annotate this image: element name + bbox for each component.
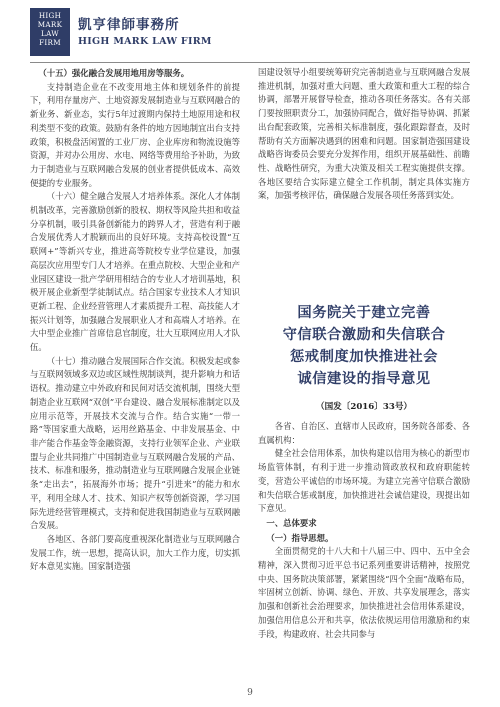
right-column-top xyxy=(258,66,470,203)
title-line: 惩戒制度加快推进社会 xyxy=(290,349,438,365)
salutation: 各省、自治区、直辖市人民政府，国务院各部委、各直属机构： xyxy=(258,421,470,445)
subsection-heading: （一）指导思想。 xyxy=(266,532,334,543)
paragraph: 全面贯彻党的十八大和十八届三中、四中、五中全会精神，深入贯彻习近平总书记系列重要讲话精神，按照党中央、国务院决策部署，紧紧围绕“四个全面”战略布局，牢固树立创新、协调、绿色、开放、共享发展理念，落实加强和创新社会治理要求，加快推进社会信用体系建设，加强信用信息公开和共享，依法依规运用信用激励和约束手段，构建政府、社会共同参与 xyxy=(258,546,470,639)
section-heading: （十五）强化融合发展用地用房等服务。 xyxy=(38,68,190,78)
firm-logo xyxy=(30,8,70,56)
header-divider xyxy=(30,62,470,63)
paragraph: 支持制造企业在不改变用地主体和规划条件的前提下，利用存量房产、土地资源发展制造业与互联网融合的新业务、新业态，实行5年过渡期内保持土地原用途和权利类型不变的政策。鼓励有条件的地方因地制宜出台支持政策，积极盘活闲置的工业厂房、企业库房和物流设施等资源，并对办公用房、水电、网络等费用给予补助，为致力于制造业与互联网融合发展的创业者提供低成本、高效便捷的专业服务。 xyxy=(30,81,240,188)
logo-line: HIGH xyxy=(38,11,62,20)
document-number: （国发〔2016〕33号） xyxy=(315,402,413,412)
title-line: 守信联合激励和失信联合 xyxy=(282,327,446,343)
title-line: 诚信建设的指导意见 xyxy=(297,371,431,387)
paragraph: 健全社会信用体系，加快构建以信用为核心的新型市场监管体制，有利于进一步推动简政放权和政府职能转变，营造公平诚信的市场环境。为建立完善守信联合激励和失信联合惩戒制度，加快推进社会诚信建设，现提出如下意见。 xyxy=(258,448,470,514)
logo-line: FIRM xyxy=(39,38,61,47)
document-title xyxy=(258,302,470,390)
paragraph: （十七）推动融合发展国际合作交流。积极发起或参与互联网领域多双边或区域性规制谈判，提升影响力和话语权。推动建立中外政府和民间对话交流机制，围绕大型制造企业互联网“双创”平台建设、融合发展标准制定以及应用示范等，开展技术交流与合作。结合实施“一带一路”等国家重大战略，运用丝路基金、中非发展基金、中非产能合作基金等金融资源，支持行业领军企业、产业联盟与企业共同推广中国制造业与互联网融合发展的产品、技术、标准和服务，推动制造业与互联网融合发展企业链条“走出去”，拓展海外市场；提升“引进来”的能力和水平，利用全球人才、技术、知识产权等创新资源，学习国际先进经营管理模式，支持和促进我国制造业与互联网融合发展。 xyxy=(30,355,240,531)
paragraph: 各地区、各部门要高度重视深化制造业与互联网融合发展工作，统一思想，提高认识，加大工作力度，切实抓好本意见实施。国家制造强 xyxy=(30,533,240,572)
title-line: 国务院关于建立完善 xyxy=(297,305,431,321)
page-number: 9 xyxy=(247,688,253,698)
logo-line: LAW xyxy=(41,29,59,38)
firm-name-chinese: 凱亨律師事務所 xyxy=(78,17,180,33)
logo-line: MARK xyxy=(37,20,63,29)
section-heading: 一、总体要求 xyxy=(266,517,317,528)
right-column-bottom xyxy=(258,420,470,641)
firm-name-english: HIGH MARK LAW FIRM xyxy=(78,36,212,47)
left-column xyxy=(30,66,240,574)
paragraph: （十六）健全融合发展人才培养体系。深化人才体制机制改革，完善激励创新的股权、期权等风险共担和收益分享机制，吸引具备创新能力的跨界人才，营造有利于融合发展优秀人才脱颖而出的良好环境。支持高校设置“互联网+”等新兴专业，推进高等院校专业学位建设，加强高层次应用型专门人才培养。在重点院校、大型企业和产业园区建设一批产学研用相结合的专业人才培训基地，积极开展企业新型学徒制试点。结合国家专业技术人才知识更新工程、企业经营管理人才素质提升工程、高技能人才振兴计划等，加强融合发展职业人才和高端人才培养。在大中型企业推广首席信息官制度，壮大互联网应用人才队伍。 xyxy=(30,191,240,353)
paragraph: 国建设领导小组要统筹研究完善制造业与互联网融合发展推进机制，加强对重大问题、重大政策和重大工程的综合协调，部署开展督导检查，推动各项任务落实。各有关部门要按照职责分工，加强协同配合，做好指导协调、抓紧出台配套政策，完善相关标准制度，强化跟踪督查，及时帮助有关方面解决遇到的困难和问题。国家制造强国建设战略咨询委员会要充分发挥作用，组织开展基础性、前瞻性、战略性研究，为重大决策及相关工程实施提供支撑。各地区要结合实际建立健全工作机制，制定具体实施方案，加强考核评估，确保融合发展各项任务落到实处。 xyxy=(258,67,470,201)
